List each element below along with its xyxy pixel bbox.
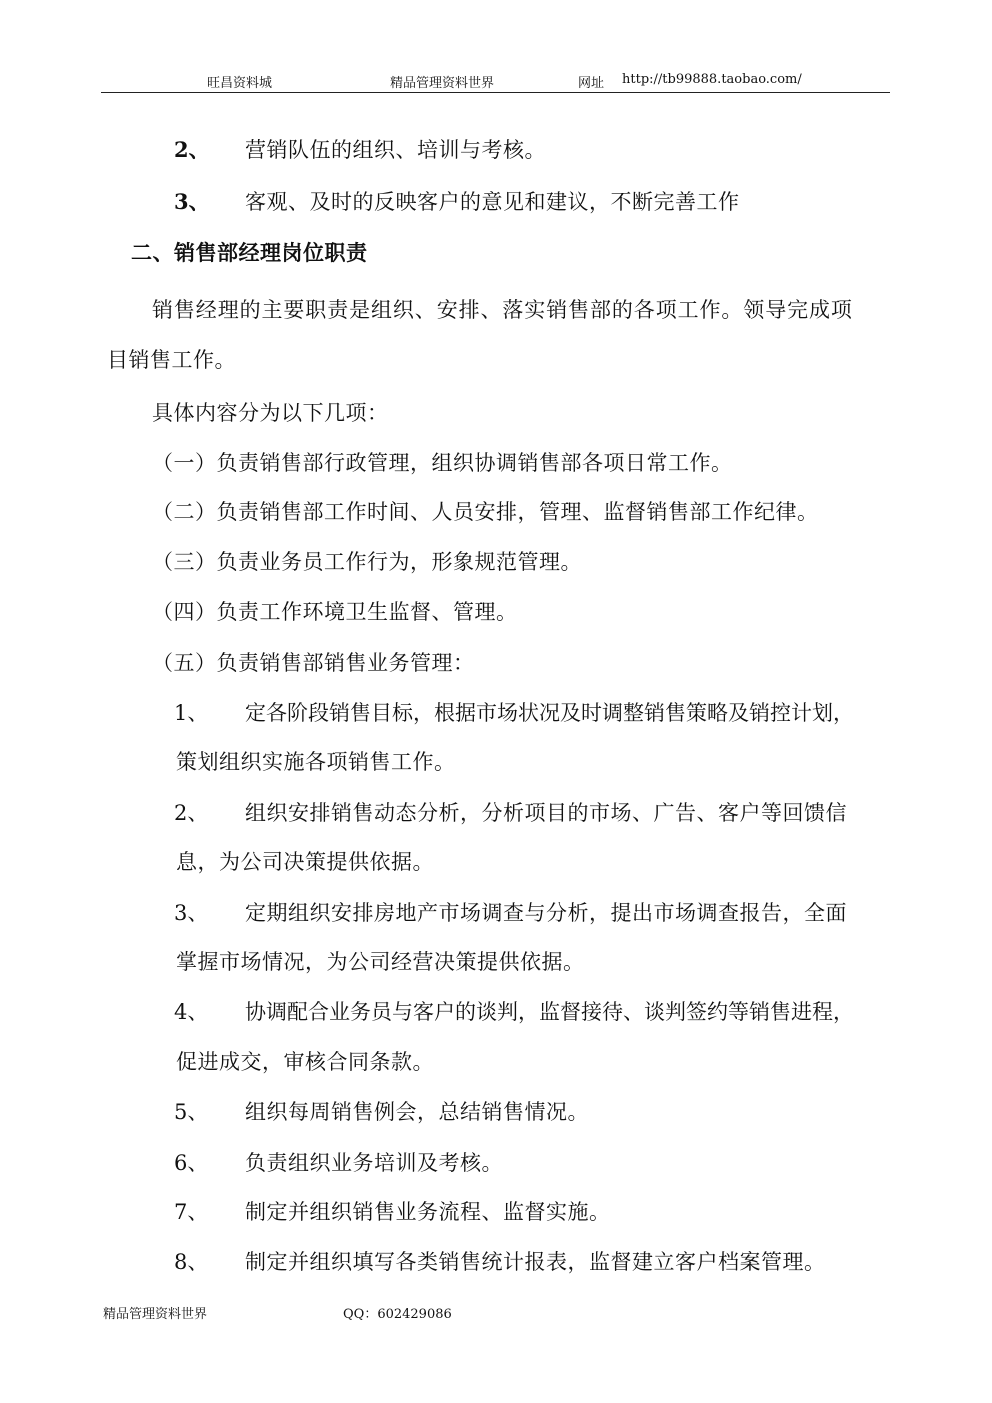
sub-item-continuation: 促进成交，审核合同条款。: [176, 1050, 434, 1074]
sub-item-number: 4、: [174, 1000, 209, 1024]
sub-item-continuation: 策划组织实施各项销售工作。: [176, 750, 456, 774]
intro-item-text: 客观、及时的反映客户的意见和建议，不断完善工作: [245, 190, 740, 214]
sub-item-continuation: 掌握市场情况，为公司经营决策提供依据。: [176, 950, 585, 974]
footer-left: 精品管理资料世界: [103, 1307, 208, 1322]
duty-item: （五）负责销售部销售业务管理：: [152, 651, 475, 675]
header-divider: [101, 92, 890, 93]
sub-item-text: 制定并组织销售业务流程、监督实施。: [245, 1200, 611, 1224]
sub-item-text: 定期组织安排房地产市场调查与分析，提出市场调查报告，全面: [245, 901, 847, 925]
intro-item-number: 2、: [174, 137, 210, 162]
sub-item-text: 组织每周销售例会，总结销售情况。: [245, 1100, 589, 1124]
sub-item-number: 7、: [174, 1200, 209, 1224]
header-url-label: 网址: [578, 76, 605, 91]
sub-item-number: 2、: [174, 801, 209, 825]
intro-item-number: 3、: [174, 189, 210, 214]
duty-item: （四）负责工作环境卫生监督、管理。: [152, 600, 518, 624]
sub-item-number: 3、: [174, 901, 209, 925]
duty-item: （一）负责销售部行政管理，组织协调销售部各项日常工作。: [152, 451, 733, 475]
duty-item: （三）负责业务员工作行为，形象规范管理。: [152, 550, 582, 574]
sub-item-number: 5、: [174, 1100, 209, 1124]
sub-item-text: 负责组织业务培训及考核。: [245, 1151, 503, 1175]
section-title: 二、销售部经理岗位职责: [131, 240, 368, 265]
sub-item-text: 组织安排销售动态分析，分析项目的市场、广告、客户等回馈信: [245, 801, 847, 825]
sub-item-continuation: 息，为公司决策提供依据。: [176, 850, 434, 874]
duty-item: （二）负责销售部工作时间、人员安排，管理、监督销售部工作纪律。: [152, 500, 819, 524]
intro-item-text: 营销队伍的组织、培训与考核。: [245, 138, 546, 162]
header-center: 精品管理资料世界: [390, 76, 495, 91]
paragraph-line: 目销售工作。: [107, 348, 236, 372]
sub-item-text: 制定并组织填写各类销售统计报表，监督建立客户档案管理。: [245, 1250, 826, 1274]
sub-item-text: 定各阶段销售目标，根据市场状况及时调整销售策略及销控计划，: [245, 701, 854, 725]
header-url-link[interactable]: http://tb99888.taobao.com/: [622, 72, 802, 87]
sub-item-number: 6、: [174, 1151, 209, 1175]
paragraph-line: 具体内容分为以下几项：: [152, 401, 389, 425]
header-left: 旺昌资料城: [207, 76, 273, 91]
footer-qq: QQ：602429086: [343, 1307, 452, 1322]
sub-item-text: 协调配合业务员与客户的谈判，监督接待、谈判签约等销售进程，: [245, 1000, 854, 1024]
sub-item-number: 1、: [174, 701, 209, 725]
sub-item-number: 8、: [174, 1250, 209, 1274]
paragraph-line: 销售经理的主要职责是组织、安排、落实销售部的各项工作。领导完成项: [152, 298, 853, 322]
